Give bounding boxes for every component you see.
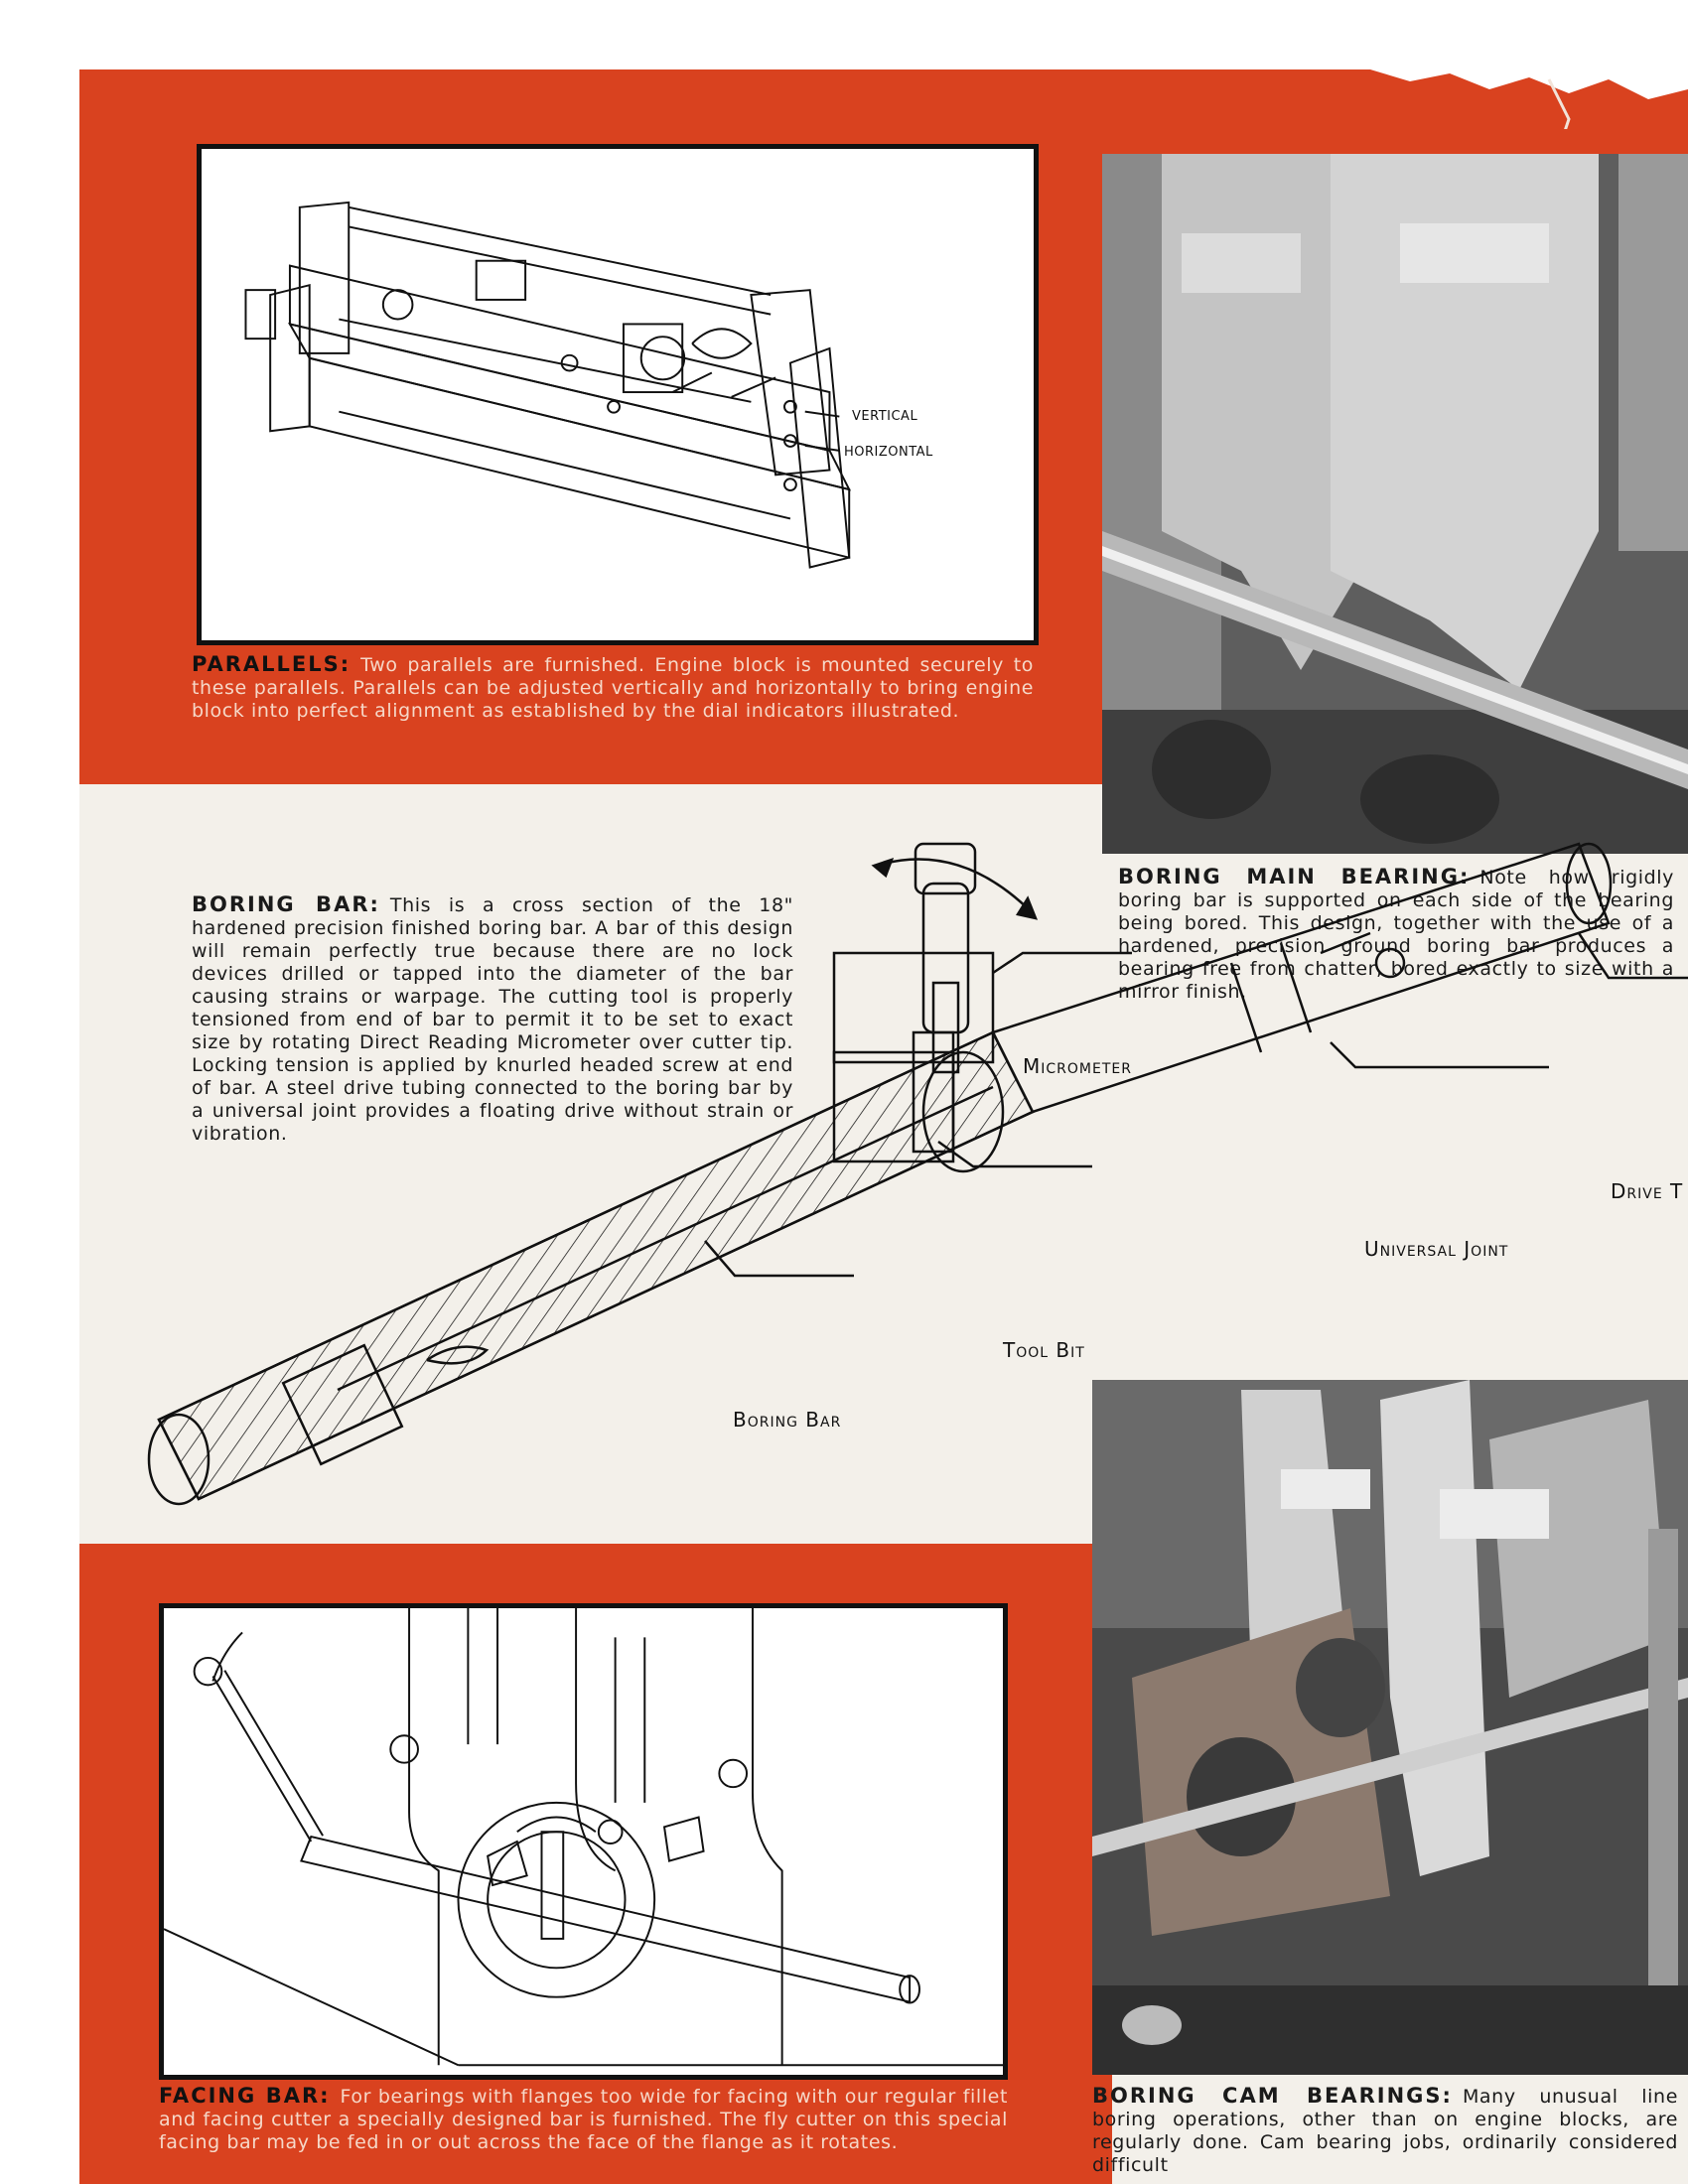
cam-bearings-title: BORING CAM BEARINGS: [1092, 2084, 1453, 2108]
parallels-illustration [197, 144, 1039, 645]
main-bearing-title: BORING MAIN BEARING: [1118, 865, 1471, 888]
main-bearing-text: Note how rigidly boring bar is supported on each side of the bearing being bored. This design, together with the use of a hardened, precision ground boring bar produces a bearing free from chatter, bored exactly to size with a mirror finish. [1118, 867, 1674, 1003]
label-universal-joint: Universal Joint [1364, 1237, 1509, 1261]
cam-bearings-caption [1092, 2085, 1678, 2177]
label-tool-bit: Tool Bit [1003, 1338, 1085, 1362]
torn-edge [1370, 60, 1688, 129]
cam-bearings-text: Many unusual line boring operations, other than on engine blocks, are regularly done. Cam bearing jobs, ordinarily considered difficult [1092, 2086, 1678, 2176]
label-boring-bar: Boring Bar [733, 1408, 842, 1432]
boring-bar-text: This is a cross section of the 18" hardened precision finished boring bar. A bar of this design will remain perfectly true because there are no lock devices drilled or tapped into the diameter of the bar causing strains or warpage. The cutting tool is properly tensioned from end of bar to permit it to be set to exact size by rotating Direct Reading Micrometer over cutter tip. Locking tension is applied by knurled headed screw at end of bar. A steel drive tubing connected to the boring bar by a universal joint provides a floating drive without strain or vibration. [192, 894, 793, 1145]
facing-bar-title: FACING BAR: [159, 2084, 331, 2108]
facing-bar-text: For bearings with flanges too wide for facing with our regular fillet and facing cutter a specially designed bar is furnished. The fly cutter on this special facing bar may be fed in or out across the face of the flange as it rotates. [159, 2086, 1008, 2153]
boring-cam-bearings-photo [1092, 1380, 1688, 2075]
parallels-title: PARALLELS: [192, 652, 352, 676]
parallels-caption [192, 653, 1034, 723]
label-horizontal: HORIZONTAL [844, 445, 933, 460]
facing-bar-caption [159, 2085, 1008, 2154]
boring-main-bearing-photo [1102, 154, 1688, 854]
boring-bar-title: BORING BAR: [192, 892, 380, 916]
facing-bar-illustration [159, 1603, 1008, 2080]
parallels-text: Two parallels are furnished. Engine block is mounted securely to these parallels. Parallels can be adjusted vertically and horizontally to bring engine block into perfect alignment as established by the dial indicators illustrated. [192, 654, 1034, 722]
label-drive: Drive T [1611, 1179, 1684, 1203]
label-vertical: VERTICAL [852, 409, 918, 424]
label-micrometer: Micrometer [1023, 1054, 1132, 1078]
